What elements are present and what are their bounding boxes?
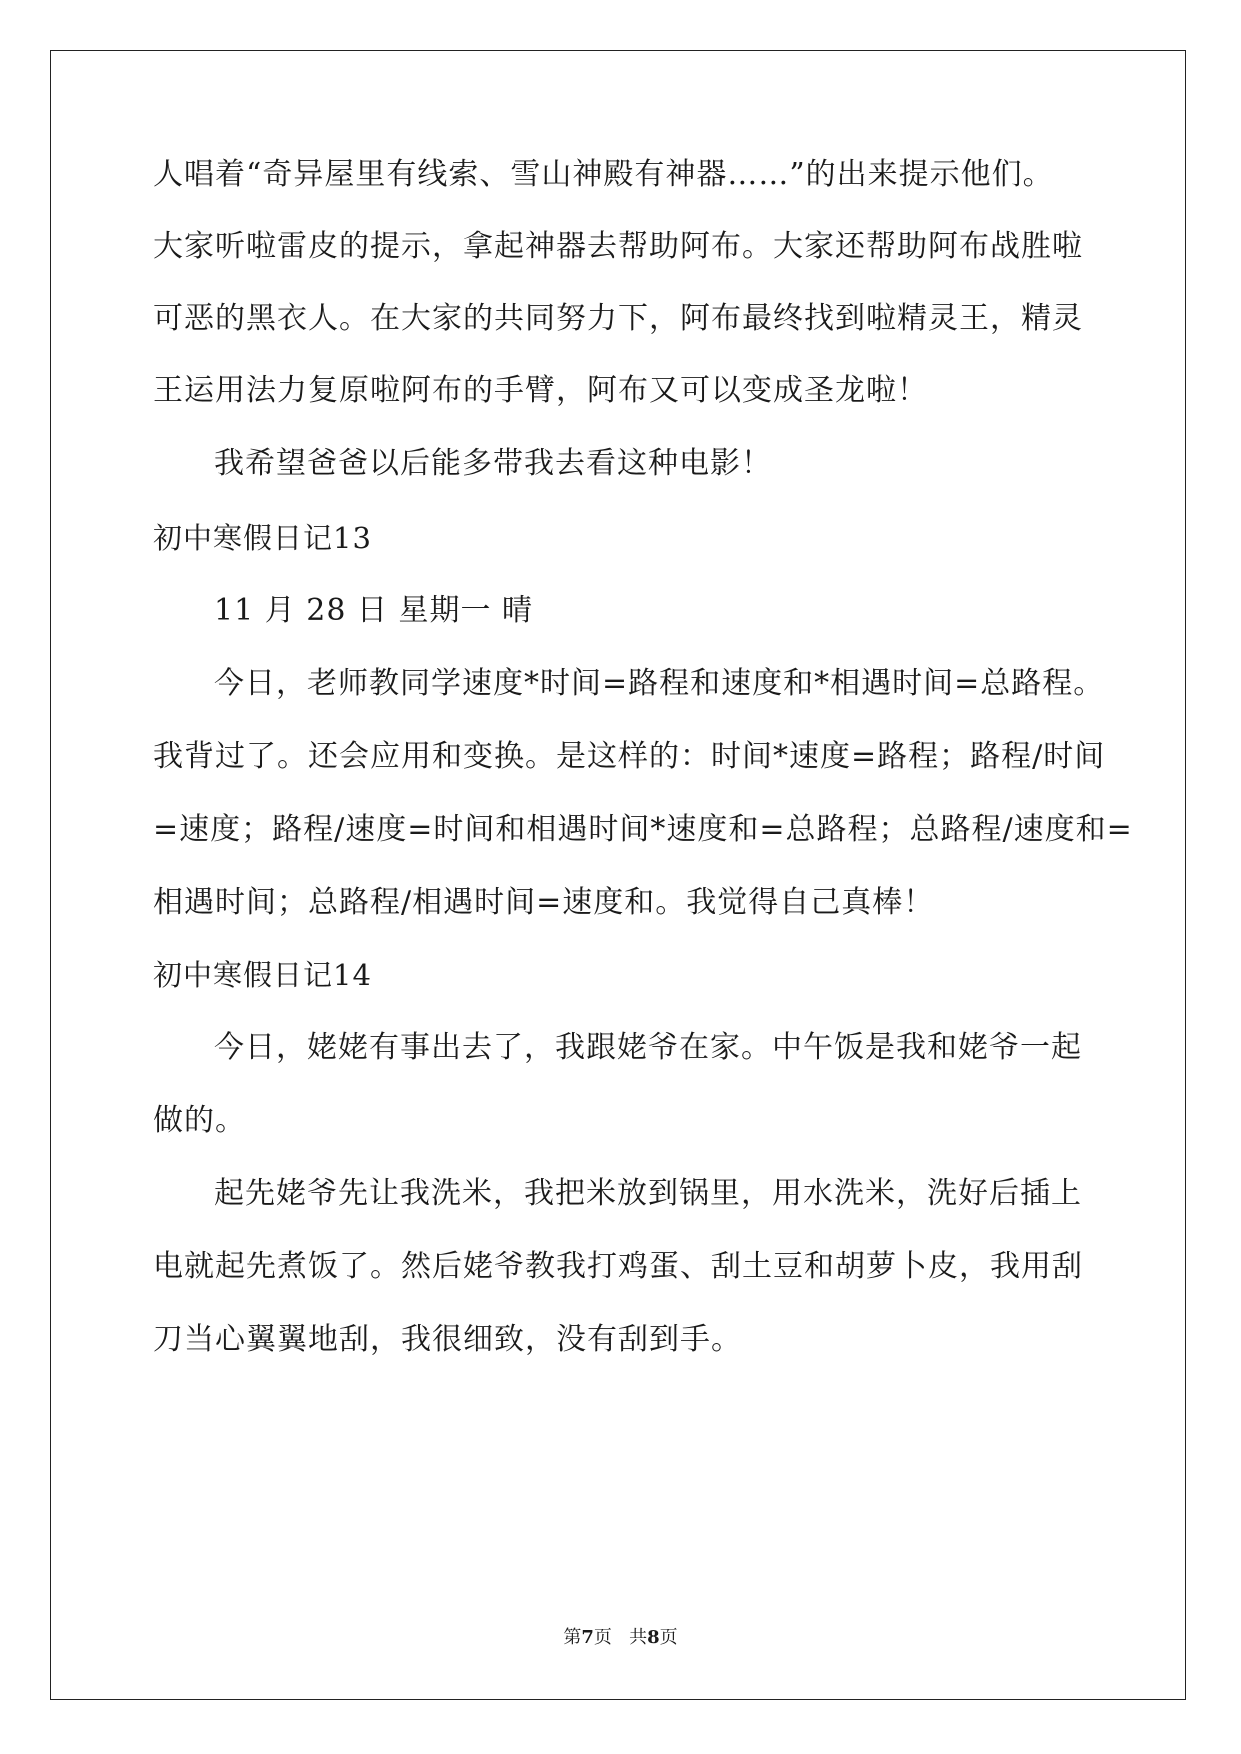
text-line: 可恶的黑衣人。在大家的共同努力下，阿布最终找到啦精灵王，精灵 — [153, 301, 1083, 336]
text-line: 人唱着“奇异屋里有线索、雪山神殿有神器……”的出来提示他们。 — [153, 157, 1054, 192]
text-line: 电就起先煮饭了。然后姥爷教我打鸡蛋、刮土豆和胡萝卜皮，我用刮 — [153, 1249, 1083, 1284]
page-border — [50, 50, 1186, 1700]
text-line: 相遇时间；总路程/相遇时间=速度和。我觉得自己真棒！ — [153, 885, 935, 920]
text-line: =速度；路程/速度=时间和相遇时间*速度和=总路程；总路程/速度和= — [153, 812, 1133, 847]
footer-suffix: 页 — [659, 1627, 678, 1648]
text-line: 今日，姥姥有事出去了，我跟姥爷在家。中午饭是我和姥爷一起 — [214, 1030, 1082, 1065]
section-heading: 初中寒假日记14 — [153, 958, 372, 992]
text-line: 大家听啦雷皮的提示，拿起神器去帮助阿布。大家还帮助阿布战胜啦 — [153, 229, 1083, 264]
text-line: 王运用法力复原啦阿布的手臂，阿布又可以变成圣龙啦！ — [153, 373, 928, 408]
text-line: 刀当心翼翼地刮，我很细致，没有刮到手。 — [153, 1322, 742, 1357]
text-line: 今日，老师教同学速度*时间=路程和速度和*相遇时间=总路程。 — [214, 666, 1105, 701]
date-line: 11 月 28 日 星期一 晴 — [214, 593, 534, 628]
page-footer — [0, 1626, 1241, 1650]
text-line: 我希望爸爸以后能多带我去看这种电影！ — [214, 446, 772, 481]
footer-mid: 页 共 — [593, 1627, 648, 1648]
text-line: 我背过了。还会应用和变换。是这样的：时间*速度=路程；路程/时间 — [153, 739, 1106, 774]
footer-page-number: 7 — [581, 1627, 594, 1648]
footer-prefix: 第 — [563, 1627, 582, 1648]
section-heading: 初中寒假日记13 — [153, 521, 372, 555]
text-line: 做的。 — [153, 1103, 246, 1138]
text-line: 起先姥爷先让我洗米，我把米放到锅里，用水洗米，洗好后插上 — [214, 1176, 1082, 1211]
footer-total-pages: 8 — [647, 1627, 660, 1648]
